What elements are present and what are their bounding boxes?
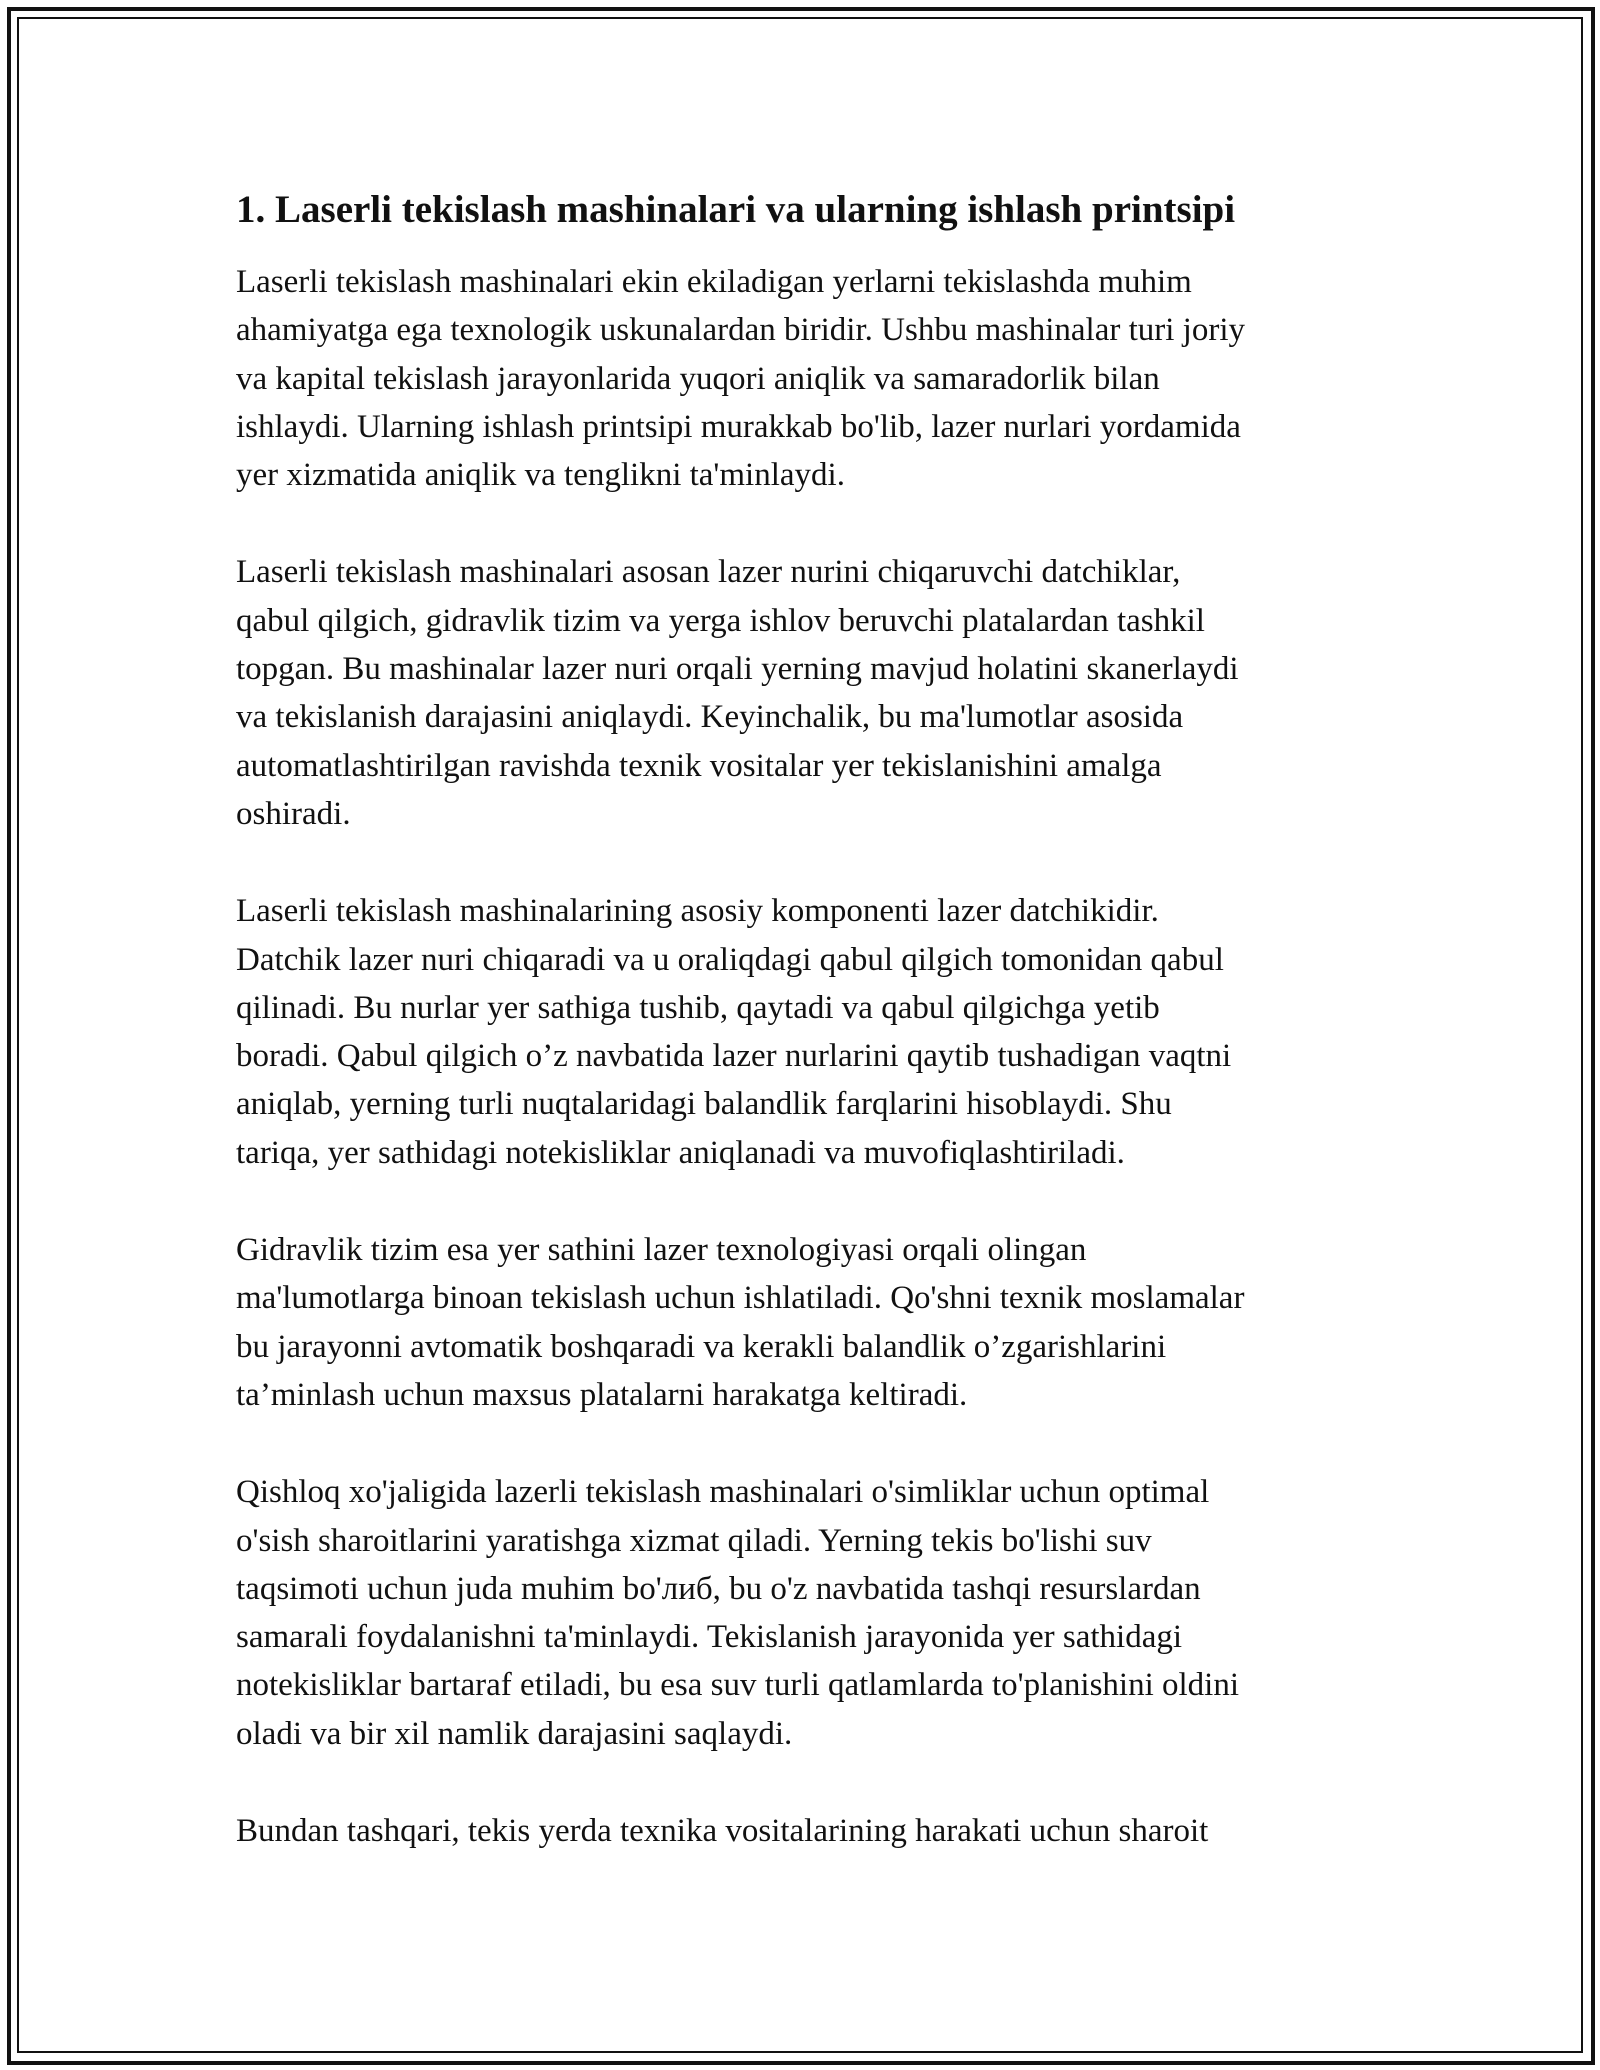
text-line: samarali foydalanishni ta'minlaydi. Tekislanish jarayonida yer sathidagi xyxy=(236,1619,1183,1656)
text-line: yer xizmatida aniqlik va tenglikni ta'minlaydi. xyxy=(236,457,845,494)
paragraph-4 xyxy=(236,1226,1376,1419)
paragraph-3 xyxy=(236,887,1376,1177)
paragraph-5 xyxy=(236,1468,1376,1758)
text-line: Qishloq xo'jaligida lazerli tekislash mashinalari o'simliklar uchun optimal xyxy=(236,1474,1210,1511)
text-line: automatlashtirilgan ravishda texnik vositalar yer tekislanishini amalga xyxy=(236,747,1162,784)
text-line: ahamiyatga ega texnologik uskunalardan biridir. Ushbu mashinalar turi joriy xyxy=(236,312,1245,349)
text-line: Laserli tekislash mashinalarining asosiy komponenti lazer datchikidir. xyxy=(236,893,1159,930)
text-line: Bundan tashqari, tekis yerda texnika vositalarining harakati uchun sharoit xyxy=(236,1813,1209,1850)
text-line: o'sish sharoitlarini yaratishga xizmat qiladi. Yerning tekis bo'lishi suv xyxy=(236,1522,1152,1559)
paragraph-6 xyxy=(236,1807,1376,1855)
text-line: va tekislanish darajasini aniqlaydi. Keyinchalik, bu ma'lumotlar asosida xyxy=(236,699,1184,736)
text-line: topgan. Bu mashinalar lazer nuri orqali yerning mavjud holatini skanerlaydi xyxy=(236,651,1239,688)
text-line: ta’minlash uchun maxsus platalarni harakatga keltiradi. xyxy=(236,1376,968,1413)
document-body xyxy=(236,186,1376,1904)
text-line: va kapital tekislash jarayonlarida yuqori aniqlik va samaradorlik bilan xyxy=(236,360,1160,397)
text-line: aniqlab, yerning turli nuqtalaridagi balandlik farqlarini hisoblaydi. Shu xyxy=(236,1086,1172,1123)
section-heading: 1. Laserli tekislash mashinalari va ularning ishlash printsipi xyxy=(236,188,1236,231)
text-line: Gidravlik tizim esa yer sathini lazer texnologiyasi orqali olingan xyxy=(236,1232,1087,1269)
text-line: Datchik lazer nuri chiqaradi va u oraliqdagi qabul qilgich tomonidan qabul xyxy=(236,941,1224,978)
text-line: Laserli tekislash mashinalari ekin ekiladigan yerlarni tekislashda muhim xyxy=(236,264,1192,300)
text-line: oshiradi. xyxy=(236,795,351,832)
text-line: ma'lumotlarga binoan tekislash uchun ishlatiladi. Qo'shni texnik moslamalar xyxy=(236,1280,1245,1317)
paragraph-2 xyxy=(236,548,1376,838)
paragraph-1 xyxy=(236,258,1376,499)
text-line: boradi. Qabul qilgich o’z navbatida lazer nurlarini qaytib tushadigan vaqtni xyxy=(236,1038,1232,1075)
text-line: ishlaydi. Ularning ishlash printsipi murakkab bo'lib, lazer nurlari yordamida xyxy=(236,408,1241,445)
text-line: bu jarayonni avtomatik boshqaradi va kerakli balandlik o’zgarishlarini xyxy=(236,1328,1167,1365)
text-line: taqsimoti uchun juda muhim bo'либ, bu o'z navbatida tashqi resurslardan xyxy=(236,1570,1201,1607)
text-line: qilinadi. Bu nurlar yer sathiga tushib, qaytadi va qabul qilgichga yetib xyxy=(236,989,1160,1026)
text-line: Laserli tekislash mashinalari asosan lazer nurini chiqaruvchi datchiklar, xyxy=(236,554,1181,591)
text-line: notekisliklar bartaraf etiladi, bu esa suv turli qatlamlarda to'planishini oldini xyxy=(236,1667,1240,1704)
text-line: tariqa, yer sathidagi notekisliklar aniqlanadi va muvofiqlashtiriladi. xyxy=(236,1134,1125,1171)
text-line: qabul qilgich, gidravlik tizim va yerga ishlov beruvchi platalardan tashkil xyxy=(236,602,1205,639)
text-line: oladi va bir xil namlik darajasini saqlaydi. xyxy=(236,1715,793,1752)
